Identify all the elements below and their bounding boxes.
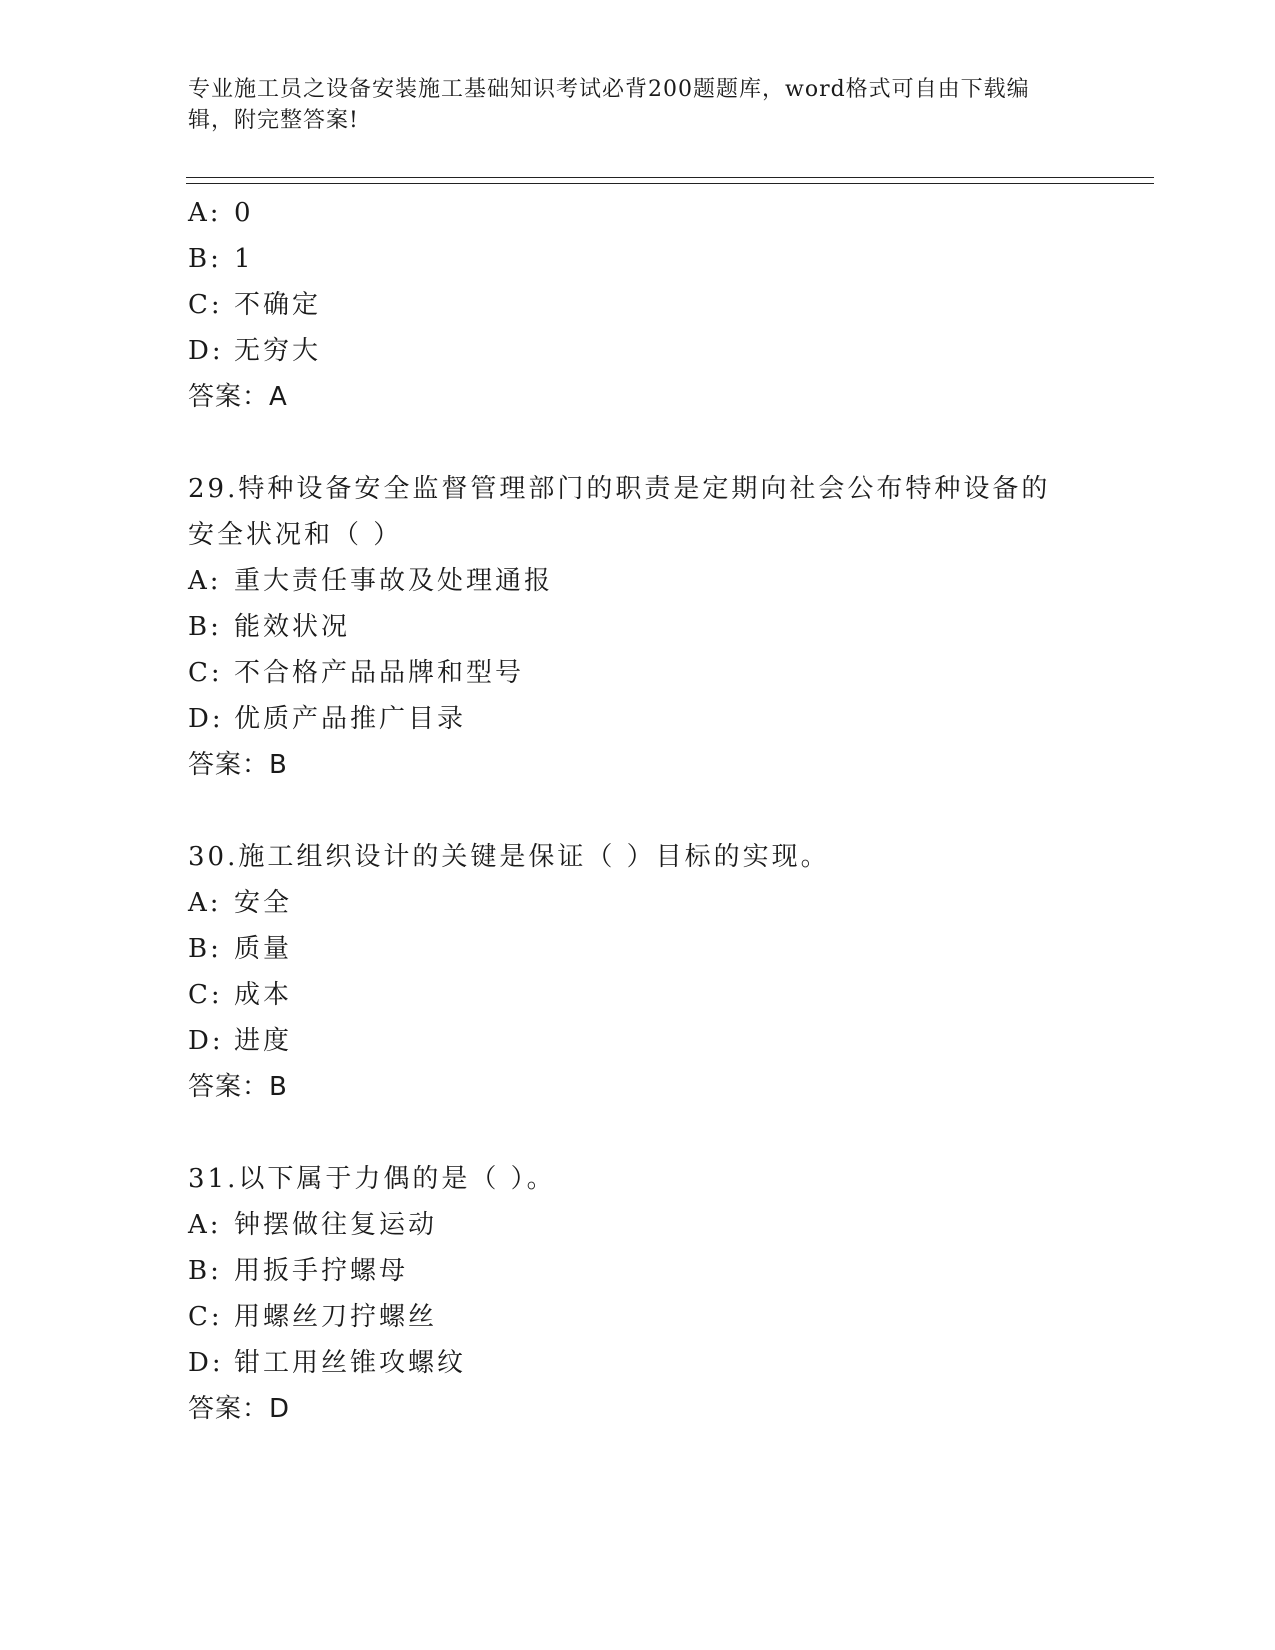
answer-line: 答案：D: [188, 1394, 291, 1424]
option-label: D:: [188, 336, 224, 366]
option-text: 重大责任事故及处理通报: [234, 566, 554, 596]
question-list: [188, 190, 1088, 1432]
option-a: [188, 190, 1088, 236]
option-b: [188, 604, 1088, 650]
option-text: 1: [234, 244, 254, 274]
question-text: 31.以下属于力偶的是（ ）。: [188, 1164, 556, 1194]
option-b: [188, 1248, 1088, 1294]
option-text: 质量: [234, 934, 293, 964]
option-c: [188, 972, 1088, 1018]
answer-line: 答案：B: [188, 750, 288, 780]
option-d: [188, 696, 1088, 742]
option-text: 钳工用丝锥攻螺纹: [234, 1348, 467, 1378]
document-header: 专业施工员之设备安装施工基础知识考试必背200题题库，word格式可自由下载编辑，附完整答案!: [188, 77, 1030, 133]
option-label: B:: [188, 244, 222, 274]
option-label: C:: [188, 1302, 223, 1332]
option-text: 进度: [234, 1026, 293, 1056]
option-label: B:: [188, 1256, 222, 1286]
option-text: 安全: [234, 888, 293, 918]
answer-line: 答案：B: [188, 1072, 288, 1102]
option-c: [188, 282, 1088, 328]
answer-line: 答案：A: [188, 382, 288, 412]
option-label: C:: [188, 980, 223, 1010]
option-label: D:: [188, 1348, 224, 1378]
option-c: [188, 1294, 1088, 1340]
option-a: [188, 558, 1088, 604]
spacer: [188, 788, 1088, 834]
option-a: [188, 1202, 1088, 1248]
question-block: [188, 466, 1088, 788]
question-block: [188, 834, 1088, 1110]
option-label: D:: [188, 704, 224, 734]
option-text: 不确定: [234, 290, 322, 320]
option-text: 钟摆做往复运动: [234, 1210, 438, 1240]
spacer: [188, 420, 1088, 466]
option-label: A:: [188, 198, 222, 228]
option-text: 无穷大: [234, 336, 322, 366]
option-label: C:: [188, 290, 223, 320]
question-block: [188, 1156, 1088, 1432]
option-a: [188, 880, 1088, 926]
option-text: 不合格产品品牌和型号: [234, 658, 525, 688]
option-label: D:: [188, 1026, 224, 1056]
question-text: 29.特种设备安全监督管理部门的职责是定期向社会公布特种设备的安全状况和（ ）: [188, 474, 1051, 550]
option-label: A:: [188, 888, 222, 918]
option-text: 成本: [234, 980, 293, 1010]
option-c: [188, 650, 1088, 696]
option-label: A:: [188, 566, 222, 596]
option-text: 用扳手拧螺母: [234, 1256, 409, 1286]
option-d: [188, 1018, 1088, 1064]
option-d: [188, 1340, 1088, 1386]
option-text: 能效状况: [234, 612, 351, 642]
option-b: [188, 926, 1088, 972]
header-divider-top: [186, 177, 1154, 178]
header-divider-bottom: [186, 183, 1154, 184]
option-text: 用螺丝刀拧螺丝: [234, 1302, 438, 1332]
option-d: [188, 328, 1088, 374]
option-label: A:: [188, 1210, 222, 1240]
option-label: B:: [188, 612, 222, 642]
question-text: 30.施工组织设计的关键是保证（ ）目标的实现。: [188, 842, 830, 872]
option-label: C:: [188, 658, 223, 688]
question-block: [188, 190, 1088, 420]
spacer: [188, 1110, 1088, 1156]
option-text: 优质产品推广目录: [234, 704, 467, 734]
option-label: B:: [188, 934, 222, 964]
option-text: 0: [234, 198, 254, 228]
option-b: [188, 236, 1088, 282]
